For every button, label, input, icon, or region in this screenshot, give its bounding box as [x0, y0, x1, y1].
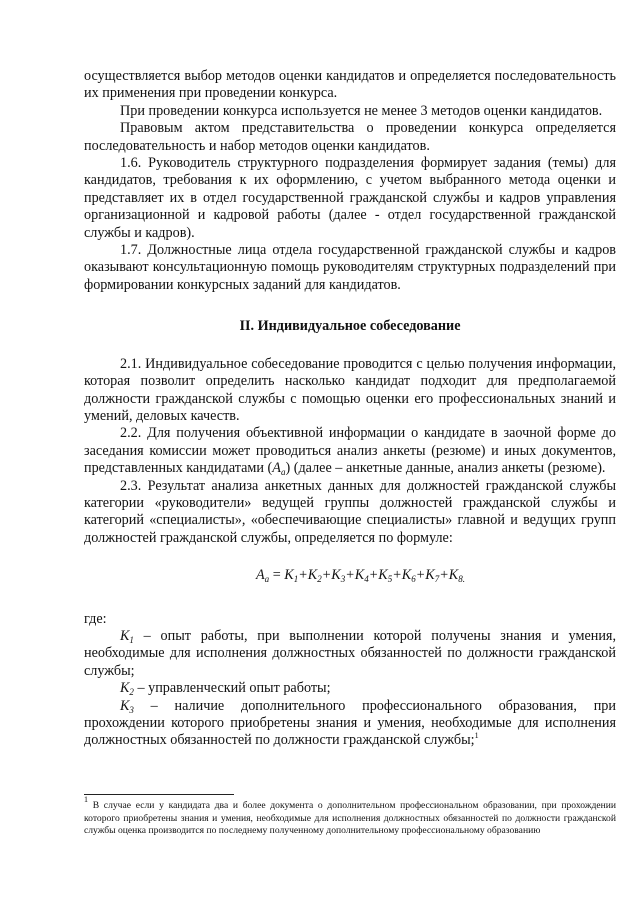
footnote-ref: 1: [474, 731, 479, 741]
k3-var: К: [120, 697, 130, 714]
definition-k3: [84, 698, 616, 750]
k3-sub: 3: [129, 704, 134, 715]
formula-t12: +К: [415, 567, 435, 584]
k2-var: К: [120, 680, 130, 697]
formula-t10: +К: [392, 567, 412, 584]
formula-t4: +К: [321, 567, 341, 584]
formula-lhs: А: [256, 567, 265, 584]
k1-sub: 1: [129, 634, 134, 645]
paragraph-1-7: 1.7. Должностные лица отдела государственной гражданской службы и кадров оказывают консультационную помощь руководителям структурных подразделений при формировании конкурсных заданий для кандидатов.: [84, 242, 616, 293]
formula-t2: +К: [298, 567, 318, 584]
p2-2-text-b: ) (далее – анкетные данные, анализ анкеты (резюме).: [285, 460, 606, 477]
paragraph-continuation: осуществляется выбор методов оценки кандидатов и определяется последовательность их применения при проведении конкурса.: [84, 68, 616, 102]
footnote-divider: [84, 794, 234, 795]
formula-s1: 1: [293, 574, 299, 585]
formula-s15: 8.: [458, 574, 465, 585]
paragraph-methods-count: При проведении конкурса используется не менее 3 методов оценки кандидатов.: [120, 102, 603, 119]
formula-eq: =: [269, 567, 285, 584]
paragraph-1-6: 1.6. Руководитель структурного подразделения формирует задания (темы) для кандидатов, требования к их оформлению, с учетом выбранного метода оценки и представляет их в отдел государственной гражданской службы и кадров управления организационной и кадровой работы (далее - отдел государственной гражданской службы и кадров).: [84, 155, 616, 241]
paragraph-2-1: 2.1. Индивидуальное собеседование проводится с целью получения информации, которая позволит определить насколько кандидат подходит для предполагаемой должности гражданской службы с помощью оценки его профессиональных знаний и умений, деловых качеств.: [84, 355, 616, 424]
k3-text: – наличие дополнительного профессионального образования, при прохождении которого приобретены знания и умения, необходимые для исполнения должностных обязанностей по должности гражданской службы;: [84, 697, 616, 749]
formula-s9: 5: [387, 574, 393, 585]
p2-2-text-a: 2.2. Для получения объективной информации о кандидате в заочной форме до заседания комиссии может проводиться анализ анкеты (резюме) и иных документов, представленных кандидатами (: [84, 425, 616, 477]
footnote-mark: 1: [84, 795, 88, 804]
definition-k1: [84, 628, 616, 680]
paragraph-2-2: [84, 425, 616, 477]
formula-s11: 6: [411, 574, 416, 585]
definition-k2: [84, 680, 616, 697]
where-label: где:: [84, 610, 107, 627]
p2-2-var: А: [272, 460, 281, 477]
footnote-text: В случае если у кандидата два и более документа о дополнительном профессиональном образовании, при прохождении которого приобретены знания и умения, необходимые для исполнения должностных обязанностей по должности гражданской службы оценка производится по последнему полученному дополнительному профессиональному образованию: [84, 800, 616, 837]
formula-s3: 2: [317, 574, 322, 585]
formula-s7: 4: [364, 574, 369, 585]
formula-t6: +К: [345, 567, 365, 584]
k1-text: – опыт работы, при выполнении которой получены знания и умения, необходимые для исполнения должностных обязанностей по должности гражданской службы;: [84, 627, 616, 679]
formula-s5: 3: [340, 574, 346, 585]
formula-s13: 7: [434, 574, 440, 585]
section-heading: II. Индивидуальное собеседование: [239, 318, 461, 335]
document-body: [84, 68, 616, 750]
formula-t8: +К: [368, 567, 388, 584]
formula-lhs-sub: а: [264, 574, 270, 585]
footnote: [84, 795, 616, 838]
k1-var: К: [120, 627, 130, 644]
formula: [84, 567, 616, 584]
formula-t0: К: [284, 567, 294, 584]
k2-text: – управленческий опыт работы;: [133, 680, 331, 697]
k2-sub: 2: [129, 687, 134, 698]
paragraph-2-3: 2.3. Результат анализа анкетных данных для должностей гражданской службы категории «руководители» ведущей группы должностей гражданской службы и категорий «специалисты», «обеспечивающие специалисты» главной и ведущих групп должностей гражданской службы, определяется по формуле:: [84, 477, 616, 546]
formula-t14: +К: [439, 567, 459, 584]
paragraph-legal-act: Правовым актом представительства о проведении конкурса определяется последовательность и набор методов оценки кандидатов.: [84, 120, 616, 154]
p2-2-sub: а: [280, 467, 286, 478]
